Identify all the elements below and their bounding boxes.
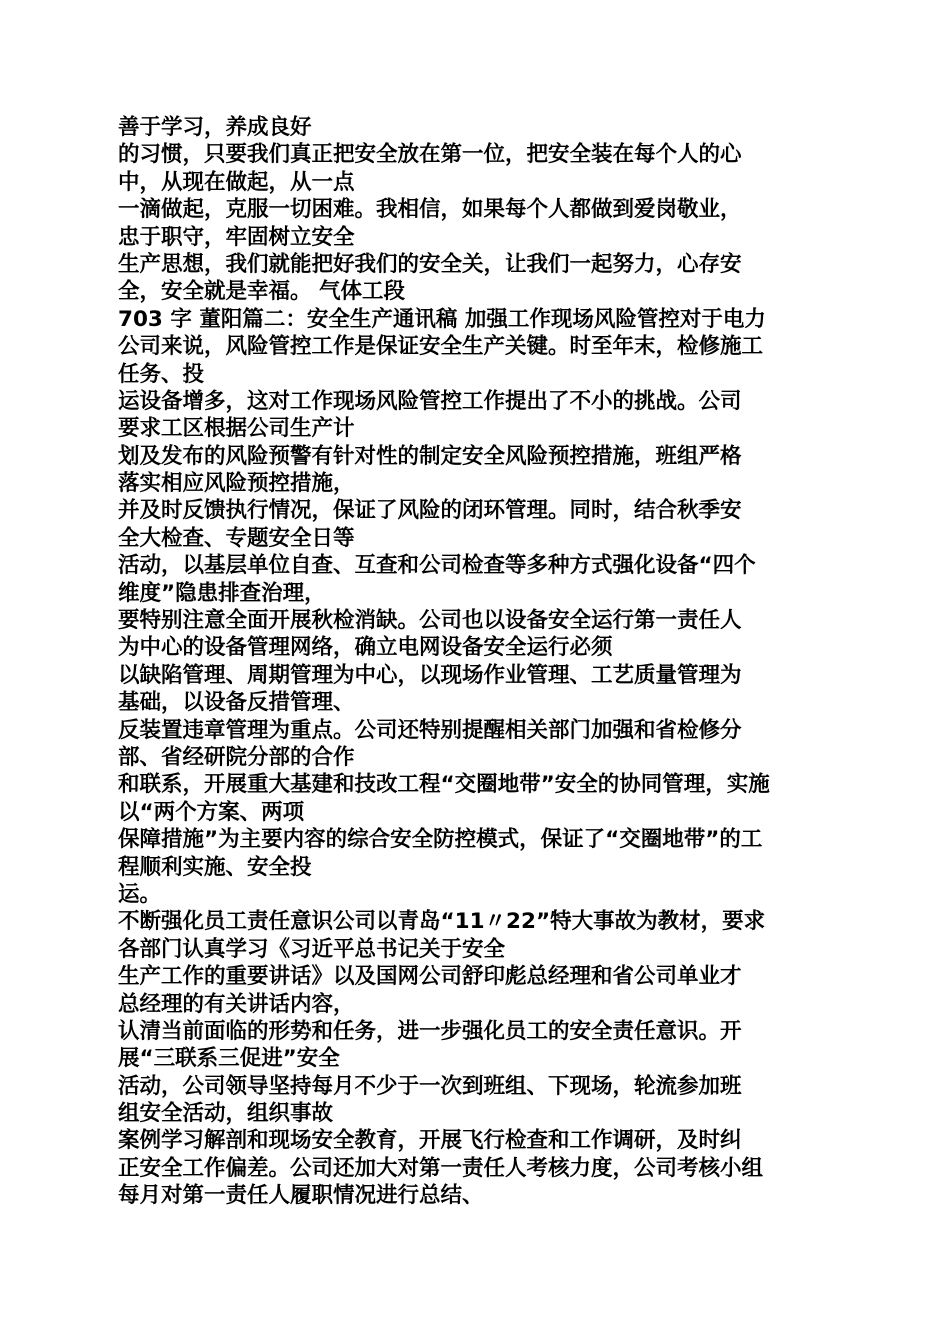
text-line: 以“两个方案、两项 <box>118 799 305 825</box>
text-line: 的习惯，只要我们真正把安全放在第一位，把安全装在每个人的心 <box>118 142 742 168</box>
text-line: 全，安全就是幸福。 气体工段 <box>118 279 405 305</box>
text-line: 以缺陷管理、周期管理为中心，以现场作业管理、工艺质量管理为 <box>118 662 742 688</box>
text-line: 703 字 董阳篇二：安全生产通讯稿 加强工作现场风险管控对于电力 <box>118 306 766 332</box>
text-line: 忠于职守，牢固树立安全 <box>118 224 355 250</box>
text-line: 案例学习解剖和现场安全教育，开展飞行检查和工作调研，及时纠 <box>118 1128 742 1154</box>
text-line: 为中心的设备管理网络，确立电网设备安全运行必须 <box>118 635 613 661</box>
document-body <box>118 114 838 1210</box>
text-line: 生产工作的重要讲话》以及国网公司舒印彪总经理和省公司单业才 <box>118 964 742 990</box>
text-line: 活动，公司领导坚持每月不少于一次到班组、下现场，轮流参加班 <box>118 1073 742 1099</box>
text-line: 正安全工作偏差。公司还加大对第一责任人考核力度，公司考核小组 <box>118 1155 764 1181</box>
text-line: 反装置违章管理为重点。公司还特别提醒相关部门加强和省检修分 <box>118 717 742 743</box>
text-line: 部、省经研院分部的合作 <box>118 744 355 770</box>
text-line: 并及时反馈执行情况，保证了风险的闭环管理。同时，结合秋季安 <box>118 498 742 524</box>
text-line: 运。 <box>118 881 162 907</box>
text-line: 程顺利实施、安全投 <box>118 854 312 880</box>
text-line: 活动，以基层单位自查、互查和公司检查等多种方式强化设备“四个 <box>118 553 756 579</box>
text-line: 认清当前面临的形势和任务，进一步强化员工的安全责任意识。开 <box>118 1018 742 1044</box>
text-line: 展“三联系三促进”安全 <box>118 1046 340 1072</box>
text-line: 保障措施”为主要内容的综合安全防控模式，保证了“交圈地带”的工 <box>118 827 763 853</box>
text-line: 和联系，开展重大基建和技改工程“交圈地带”安全的协同管理，实施 <box>118 772 770 798</box>
text-line: 一滴做起，克服一切困难。我相信，如果每个人都做到爱岗敬业， <box>118 197 742 223</box>
text-line: 各部门认真学习《习近平总书记关于安全 <box>118 936 506 962</box>
text-line: 每月对第一责任人履职情况进行总结、 <box>118 1183 484 1209</box>
text-line: 基础，以设备反措管理、 <box>118 690 355 716</box>
text-line: 要求工区根据公司生产计 <box>118 416 355 442</box>
text-line: 落实相应风险预控措施， <box>118 471 355 497</box>
text-line: 不断强化员工责任意识公司以青岛“11〃22”特大事故为教材，要求 <box>118 909 766 935</box>
text-line: 全大检查、专题安全日等 <box>118 525 355 551</box>
text-line: 公司来说，风险管控工作是保证安全生产关键。时至年末，检修施工 <box>118 334 764 360</box>
text-line: 要特别注意全面开展秋检消缺。公司也以设备安全运行第一责任人 <box>118 608 742 634</box>
text-line: 划及发布的风险预警有针对性的制定安全风险预控措施，班组严格 <box>118 443 742 469</box>
text-line: 维度”隐患排查治理， <box>118 580 326 606</box>
text-line: 生产思想，我们就能把好我们的安全关，让我们一起努力，心存安 <box>118 251 742 277</box>
text-line: 任务、投 <box>118 361 205 387</box>
text-line: 善于学习，养成良好 <box>118 115 312 140</box>
text-line: 总经理的有关讲话内容， <box>118 991 355 1017</box>
text-line: 中，从现在做起，从一点 <box>118 169 355 195</box>
text-line: 组安全活动，组织事故 <box>118 1101 334 1127</box>
text-line: 运设备增多，这对工作现场风险管控工作提出了不小的挑战。公司 <box>118 388 742 414</box>
